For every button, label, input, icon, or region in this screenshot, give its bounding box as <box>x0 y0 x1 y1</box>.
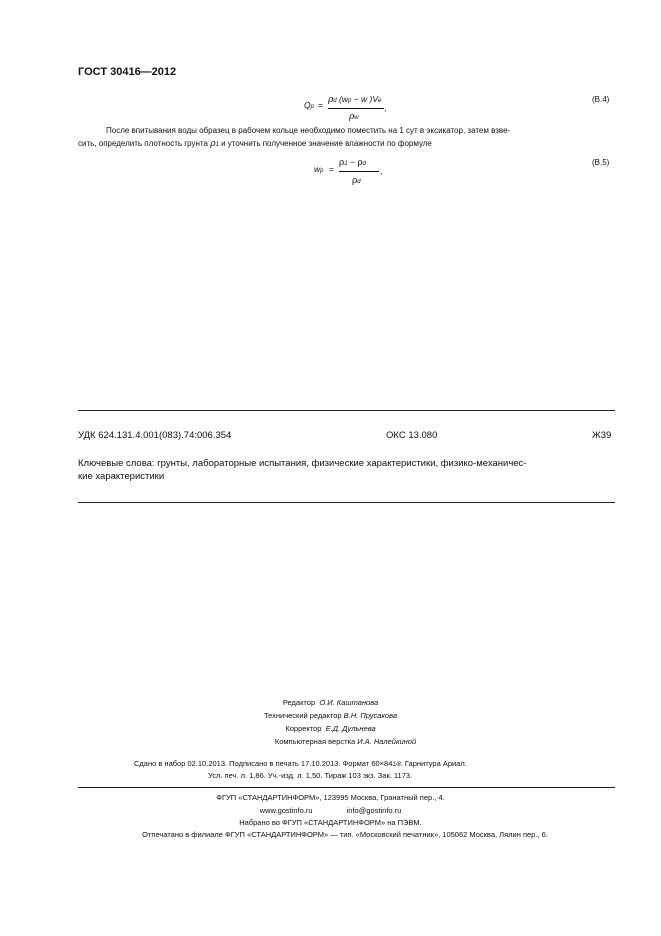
formula-b5-fraction-bar <box>339 171 379 172</box>
website-link[interactable]: www.gostinfo.ru <box>259 806 313 815</box>
paragraph-line-2: сить, определить плотность грунта ρ1 и уточнить полученное значение влажности по формуле <box>78 139 432 149</box>
oks-code: ОКС 13.080 <box>386 430 438 441</box>
keywords <box>78 457 615 483</box>
imprint-contacts <box>0 806 661 815</box>
imprint-publisher: ФГУП «СТАНДАРТИНФОРМ», 123995 Москва, Гранатный пер., 4. <box>216 793 445 802</box>
formula-b4-numerator: ρd (wp − w )Ve <box>328 94 382 105</box>
keywords-line-2: кие характеристики <box>78 471 165 482</box>
equation-number-b5: (В.5) <box>592 158 610 167</box>
email-link[interactable]: info@gostinfo.ru <box>346 806 402 815</box>
bottom-divider <box>78 502 615 503</box>
keywords-line-1: Ключевые слова: грунты, лабораторные испытания, физические характеристики, физико-механичес- <box>78 458 527 469</box>
paragraph-line-1: После впитывания воды образец в рабочем кольце необходимо поместить на 1 сут в эксикатор, затем взве- <box>106 126 511 135</box>
equation-number-b4: (В.4) <box>592 95 610 104</box>
imprint-typeset: Набрано во ФГУП «СТАНДАРТИНФОРМ» на ПЭВМ. <box>239 818 422 827</box>
classification-code: Ж39 <box>592 430 612 441</box>
imprint-print-stats: Усл. печ. л. 1,86. Уч.-изд. л. 1,50. Тираж 103 экз. Зак. 1173. <box>208 771 413 780</box>
imprint-dates: Сдано в набор 02.10.2013. Подписано в печать 17.10.2013. Формат 60×841/8. Гарнитура Ариал. <box>134 759 467 768</box>
formula-b5-numerator: ρ1 − ρd <box>339 157 366 168</box>
top-divider <box>78 410 615 411</box>
imprint-editor: Редактор О.И. Каштанова <box>282 698 379 707</box>
imprint-layout: Компьютерная верстка И.А. Налейкиной <box>274 737 417 746</box>
formula-b4-denominator: ρw <box>349 112 359 122</box>
formula-b4-lhs: Qp <box>304 100 314 110</box>
formula-b5-denominator: ρd <box>352 176 361 186</box>
document-header: ГОСТ 30416—2012 <box>78 66 177 78</box>
formula-b4-fraction-bar <box>328 108 384 109</box>
imprint-corrector: Корректор Е.Д. Дульнева <box>285 724 376 733</box>
imprint-divider <box>78 787 615 788</box>
body-paragraph <box>78 124 615 152</box>
formula-b5-lhs: wp <box>314 164 324 174</box>
imprint-tech-editor: Технический редактор В.Н. Прусакова <box>263 711 398 720</box>
udk-code: УДК 624.131.4.001(083).74:006.354 <box>78 430 232 441</box>
imprint-printed: Отпечатано в филиале ФГУП «СТАНДАРТИНФОРМ» — тип. «Московский печатник», 105062 Москва, Лялин пер., 6. <box>142 830 548 839</box>
